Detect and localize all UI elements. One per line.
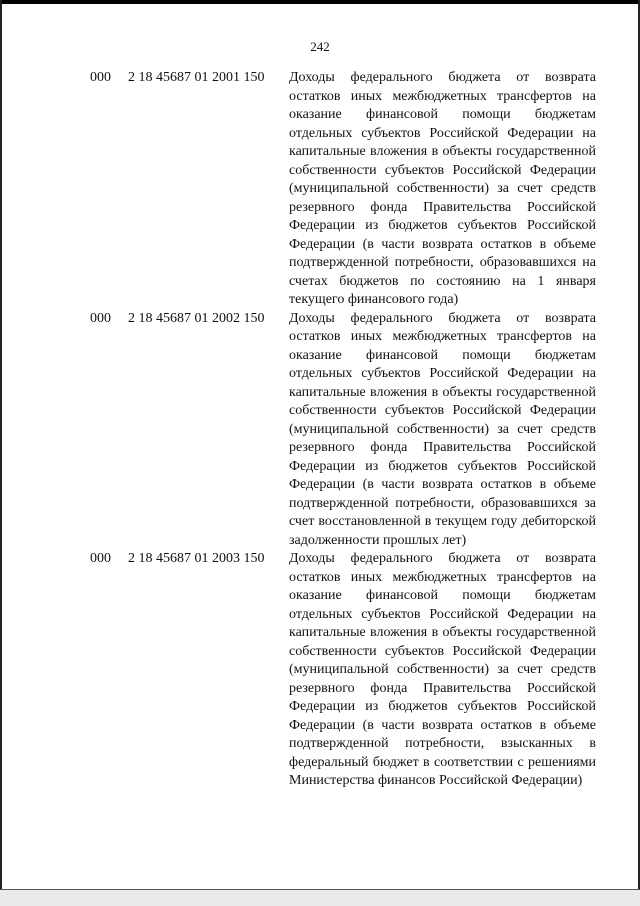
budget-code: 2 18 45687 01 2001 150 <box>128 70 265 85</box>
budget-code: 2 18 45687 01 2003 150 <box>128 551 265 566</box>
scan-edge-top <box>0 0 640 4</box>
page-number: 242 <box>310 39 330 54</box>
entry-description: Доходы федерального бюджета от возврата остатков иных межбюджетных трансфертов на оказание финансовой помощи бюджетам отдельных субъектов Российской Федерации на капитальные вложения в объекты государственной собственности субъектов Российской Федерации (муниципальной собственности) за счет средств резервного фонда Правительства Российской Федерации из бюджетов субъектов Российской Федерации (в части возврата остатков в объеме подтвержденной потребности, образовавшихся за счет восстановленной в текущем году дебиторской задолженности прошлых лет) <box>289 310 596 548</box>
entry-description: Доходы федерального бюджета от возврата остатков иных межбюджетных трансфертов на оказание финансовой помощи бюджетам отдельных субъектов Российской Федерации на капитальные вложения в объекты государственной собственности субъектов Российской Федерации (муниципальной собственности) за счет средств резервного фонда Правительства Российской Федерации из бюджетов субъектов Российской Федерации (в части возврата остатков в объеме подтвержденной потребности, образовавшихся на счетах бюджетов по состоянию на 1 января текущего финансового года) <box>289 70 596 307</box>
budget-code: 2 18 45687 01 2002 150 <box>128 310 265 326</box>
budget-entry <box>0 550 640 791</box>
budget-entry <box>0 310 640 551</box>
admin-code: 000 <box>90 551 111 566</box>
admin-code: 000 <box>90 70 111 85</box>
budget-entry <box>0 69 640 310</box>
budget-classification-list <box>0 69 640 791</box>
entry-description: Доходы федерального бюджета от возврата остатков иных межбюджетных трансфертов на оказание финансовой помощи бюджетам отдельных субъектов Российской Федерации на капитальные вложения в объекты государственной собственности субъектов Российской Федерации (муниципальной собственности) за счет средств резервного фонда Правительства Российской Федерации из бюджетов субъектов Российской Федерации (в части возврата остатков в объеме подтвержденной потребности, взысканных в федеральный бюджет в соответствии с решениями Министерства финансов Российской Федерации) <box>289 551 596 788</box>
admin-code: 000 <box>90 310 111 326</box>
scan-edge-bottom <box>0 889 640 906</box>
